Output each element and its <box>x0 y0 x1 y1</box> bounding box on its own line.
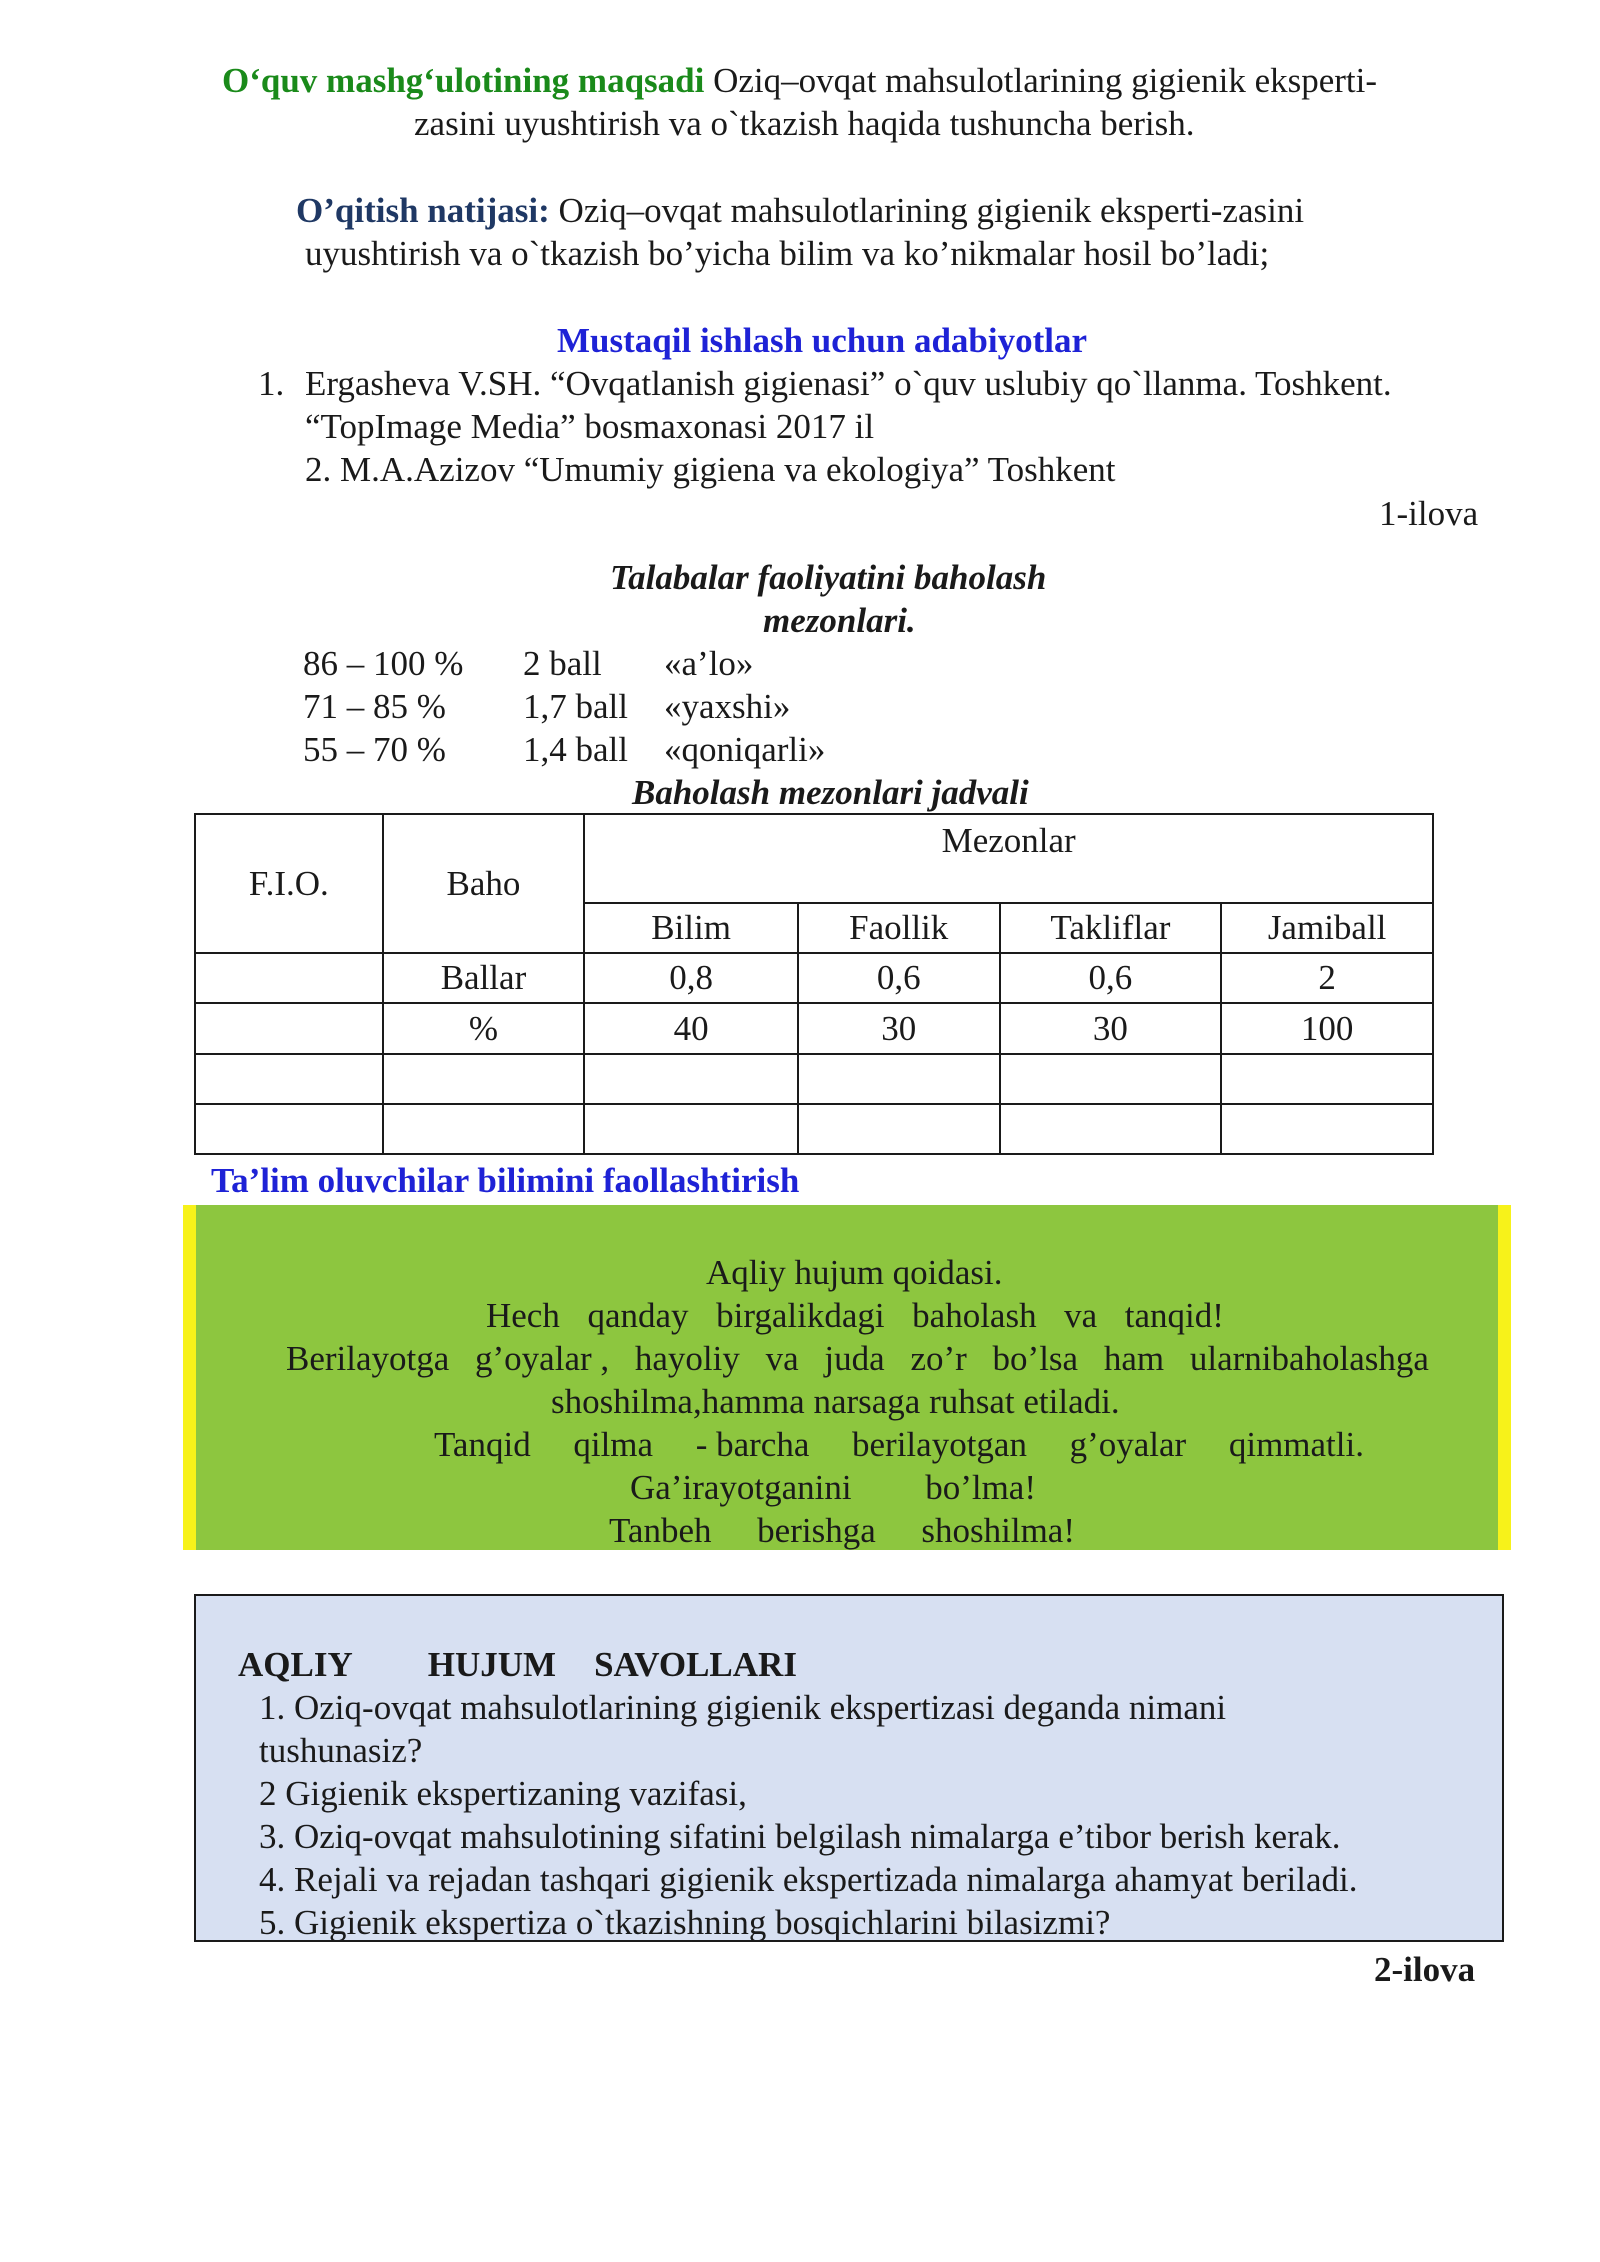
table-cell <box>195 1003 383 1054</box>
rules-line6 <box>630 1466 1036 1509</box>
appendix-1-label: 1-ilova <box>1379 494 1479 533</box>
rules-word: zo’r <box>910 1339 967 1378</box>
literature-item1-num: 1. <box>258 364 285 403</box>
evaluation-table <box>194 813 1434 1155</box>
result-label: O’qitish natijasi: <box>296 191 550 230</box>
criteria-ball-3: 1,4 ball <box>523 730 628 769</box>
header-bilim: Bilim <box>584 903 798 953</box>
questions-heading-word: HUJUM <box>427 1645 557 1684</box>
criteria-range-2: 71 – 85 % <box>303 687 446 726</box>
rules-word: bo’lsa <box>992 1339 1079 1378</box>
table-title: Baholash mezonlari jadvali <box>632 773 1029 812</box>
criteria-ball-1: 2 ball <box>523 644 602 683</box>
rules-word: ularnibaholashga <box>1189 1339 1429 1378</box>
literature-item2: 2. M.A.Azizov “Umumiy gigiena va ekologiya” Toshkent <box>305 450 1116 489</box>
rules-word: g’oyalar <box>1069 1425 1187 1464</box>
literature-item1-line2: “TopImage Media” bosmaxonasi 2017 il <box>305 407 875 446</box>
question-1b: tushunasiz? <box>259 1731 423 1770</box>
percent-takliflar: 30 <box>1000 1003 1222 1054</box>
rules-word: va <box>1064 1296 1098 1335</box>
criteria-range-1: 86 – 100 % <box>303 644 464 683</box>
rules-word: baholash <box>912 1296 1037 1335</box>
percent-faollik: 30 <box>798 1003 1000 1054</box>
header-mezonlar: Mezonlar <box>584 814 1433 903</box>
question-3: 3. Oziq-ovqat mahsulotining sifatini belgilash nimalarga e’tibor berish kerak. <box>259 1817 1341 1856</box>
brainstorm-questions-box <box>194 1594 1504 1942</box>
questions-heading-word: AQLIY <box>238 1645 353 1684</box>
rules-word: Hech <box>486 1296 560 1335</box>
rules-word: berishga <box>757 1511 876 1550</box>
table-row-empty <box>195 1104 1433 1154</box>
header-faollik: Faollik <box>798 903 1000 953</box>
rules-line3 <box>286 1337 1429 1380</box>
header-jamiball: Jamiball <box>1221 903 1433 953</box>
table-row-empty <box>195 1054 1433 1104</box>
rules-word: va <box>765 1339 799 1378</box>
criteria-grade-3: «qoniqarli» <box>664 730 826 769</box>
question-4: 4. Rejali va rejadan tashqari gigienik ekspertizada nimalarga ahamyat beriladi. <box>259 1860 1358 1899</box>
rules-word: berilayotgan <box>852 1425 1027 1464</box>
header-baho: Baho <box>383 814 585 953</box>
rules-word: bo’lma! <box>925 1468 1036 1507</box>
goal-text1: Oziq–ovqat mahsulotlarining gigienik eksperti- <box>713 61 1378 100</box>
rules-word: g’oyalar , <box>475 1339 610 1378</box>
result-text2: uyushtirish va o`tkazish bo’yicha bilim va ko’nikmalar hosil bo’ladi; <box>305 234 1270 273</box>
rules-word: hayoliy <box>634 1339 740 1378</box>
criteria-range-3: 55 – 70 % <box>303 730 446 769</box>
question-2: 2 Gigienik ekspertizaning vazifasi, <box>259 1774 747 1813</box>
goal-text2: zasini uyushtirish va o`tkazish haqida tushuncha berish. <box>414 104 1195 143</box>
row-ballar-label: Ballar <box>383 953 585 1003</box>
rules-title: Aqliy hujum qoidasi. <box>706 1253 1003 1292</box>
rules-word: Tanqid <box>434 1425 531 1464</box>
ballar-takliflar: 0,6 <box>1000 953 1222 1003</box>
percent-jamiball: 100 <box>1221 1003 1433 1054</box>
goal-label: O‘quv mashg‘ulotining maqsadi <box>222 61 705 100</box>
ballar-faollik: 0,6 <box>798 953 1000 1003</box>
result-line1 <box>296 189 1304 232</box>
header-takliflar: Takliflar <box>1000 903 1222 953</box>
rules-word: qimmatli. <box>1228 1425 1364 1464</box>
criteria-title-line2: mezonlari. <box>763 601 916 640</box>
header-fio: F.I.O. <box>195 814 383 953</box>
goal-line1 <box>222 59 1377 102</box>
rules-word: qanday <box>587 1296 689 1335</box>
rules-word: shoshilma! <box>921 1511 1075 1550</box>
rules-word: Tanbeh <box>609 1511 712 1550</box>
ballar-jamiball: 2 <box>1221 953 1433 1003</box>
row-percent-label: % <box>383 1003 585 1054</box>
rules-word: juda <box>824 1339 885 1378</box>
brainstorm-rules-box <box>183 1205 1511 1550</box>
rules-word: ham <box>1103 1339 1165 1378</box>
question-1a: 1. Oziq-ovqat mahsulotlarining gigienik ekspertizasi deganda nimani <box>259 1688 1227 1727</box>
rules-line7 <box>609 1509 1075 1552</box>
rules-word: birgalikdagi <box>716 1296 885 1335</box>
rules-line2 <box>486 1294 1224 1337</box>
result-text1: Oziq–ovqat mahsulotlarining gigienik eksperti-zasini <box>558 191 1305 230</box>
literature-heading: Mustaqil ishlash uchun adabiyotlar <box>557 321 1088 360</box>
rules-line4: shoshilma,hamma narsaga ruhsat etiladi. <box>551 1382 1120 1421</box>
activation-heading: Ta’lim oluvchilar bilimini faollashtirish <box>211 1161 800 1200</box>
questions-heading-word: SAVOLLARI <box>594 1645 797 1684</box>
criteria-grade-2: «yaxshi» <box>664 687 791 726</box>
rules-line5 <box>434 1423 1364 1466</box>
rules-word: tanqid! <box>1124 1296 1224 1335</box>
percent-bilim: 40 <box>584 1003 798 1054</box>
literature-item1-line1: Ergasheva V.SH. “Ovqatlanish gigienasi” o`quv uslubiy qo`llanma. Toshkent. <box>305 364 1392 403</box>
questions-heading <box>238 1643 797 1686</box>
ballar-bilim: 0,8 <box>584 953 798 1003</box>
question-5: 5. Gigienik ekspertiza o`tkazishning bosqichlarini bilasizmi? <box>259 1903 1111 1942</box>
rules-word: Berilayotga <box>286 1339 450 1378</box>
criteria-title-line1: Talabalar faoliyatini baholash <box>610 558 1047 597</box>
appendix-2-label: 2-ilova <box>1374 1950 1476 1989</box>
table-cell <box>195 953 383 1003</box>
criteria-grade-1: «a’lo» <box>664 644 754 683</box>
rules-word: Ga’irayotganini <box>630 1468 852 1507</box>
rules-word: qilma <box>573 1425 654 1464</box>
rules-word: - barcha <box>695 1425 810 1464</box>
criteria-ball-2: 1,7 ball <box>523 687 628 726</box>
